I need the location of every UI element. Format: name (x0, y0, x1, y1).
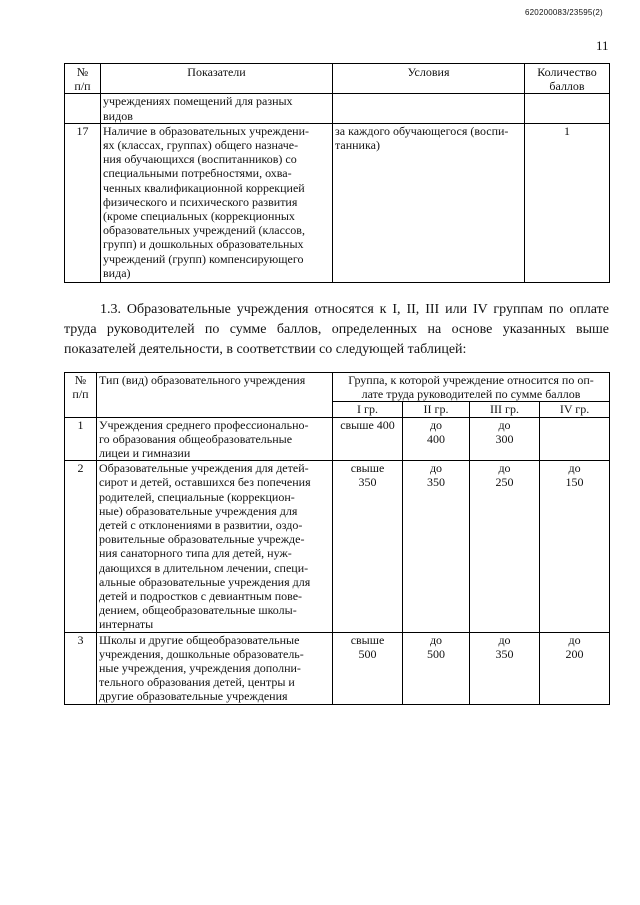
row-type: Образовательные учреждения для детей- сирот и детей, оставшихся без попечения родителей, специальные (коррекцион- ные) образовательные учреждения для детей с отклонениями в развитии, оздо- ровительные образовательные учрежде- ния санаторного типа для детей, нуж- дающихся в длительном лечении, специ- альные образовательные учреждения для детей и подростков с девиантным пове- дением, общеобразовательные школы- интернаты (97, 461, 333, 632)
row-group-3: до 300 (470, 417, 540, 461)
row-indicator: учреждениях помещений для разных видов (101, 94, 333, 123)
header-indicators: Показатели (101, 64, 333, 94)
row-group-2: до 400 (403, 417, 470, 461)
row-group-1: свыше 400 (333, 417, 403, 461)
table-row (65, 123, 610, 282)
header-group-1: I гр. (333, 402, 403, 417)
header-group-4: IV гр. (540, 402, 610, 417)
table-header-row (65, 373, 610, 402)
row-group-1: свыше 500 (333, 632, 403, 704)
row-num (65, 94, 101, 123)
table-header-row (65, 64, 610, 94)
row-group-2: до 500 (403, 632, 470, 704)
row-num: 3 (65, 632, 97, 704)
row-group-4: до 200 (540, 632, 610, 704)
row-indicator: Наличие в образовательных учреждени- ях (классах, группах) общего назначе- ния обучающихся (воспитанников) со специальными потребностями, охва- ченных квалификационной коррекцией физического и психического развития (кроме специальных (коррекционных образовательных учреждений (классов, групп) и дошкольных образовательных учреждений (групп) компенсирующего вида) (101, 123, 333, 282)
header-group: Группа, к которой учреждение относится по оп- лате труда руководителей по сумме баллов (333, 373, 610, 402)
header-points: Количество баллов (525, 64, 610, 94)
header-type: Тип (вид) образовательного учреждения (97, 373, 333, 418)
header-num: № п/п (65, 373, 97, 418)
header-num: № п/п (65, 64, 101, 94)
page-number: 11 (596, 38, 609, 53)
table-row (65, 632, 610, 704)
row-group-3: до 350 (470, 632, 540, 704)
row-num: 1 (65, 417, 97, 461)
row-condition: за каждого обучающегося (воспи- танника) (333, 123, 525, 282)
row-condition (333, 94, 525, 123)
row-points (525, 94, 610, 123)
row-group-1: свыше 350 (333, 461, 403, 632)
indicators-table (64, 63, 610, 283)
row-points: 1 (525, 123, 610, 282)
row-num: 17 (65, 123, 101, 282)
header-conditions: Условия (333, 64, 525, 94)
paragraph-1-3: 1.3. Образовательные учреждения относятся к I, II, III или IV группам по оплате труда руководителей по сумме баллов, определенных на основе указанных выше показателей деятельности, в соответствии со следующей таблицей: (64, 302, 609, 357)
row-group-3: до 250 (470, 461, 540, 632)
groups-table (64, 372, 610, 705)
table-row (65, 417, 610, 461)
table-row (65, 94, 610, 123)
row-group-2: до 350 (403, 461, 470, 632)
document-number: 620200083/23595(2) (525, 8, 603, 17)
header-group-3: III гр. (470, 402, 540, 417)
row-type: Учреждения среднего профессионально- го образования общеобразовательные лицеи и гимназии (97, 417, 333, 461)
row-type: Школы и другие общеобразовательные учреждения, дошкольные образователь- ные учреждения, учреждения дополни- тельного образования детей, центры и другие образовательные учреждения (97, 632, 333, 704)
header-group-2: II гр. (403, 402, 470, 417)
row-group-4 (540, 417, 610, 461)
row-num: 2 (65, 461, 97, 632)
table-row (65, 461, 610, 632)
row-group-4: до 150 (540, 461, 610, 632)
